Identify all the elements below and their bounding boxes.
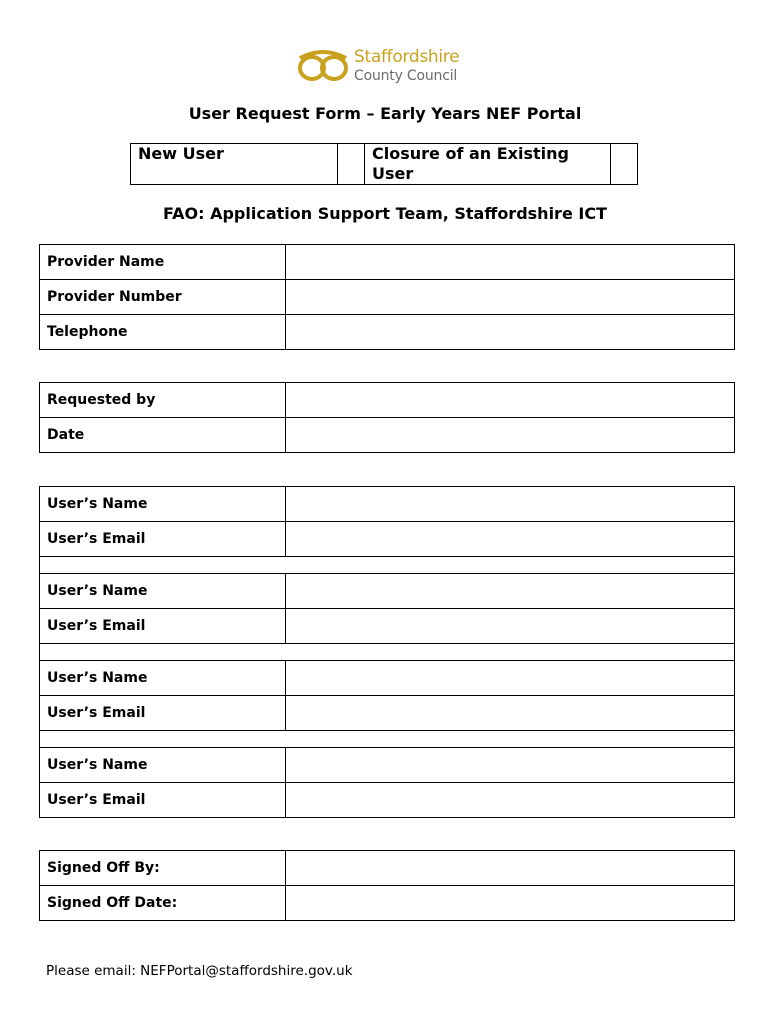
table-row — [40, 280, 735, 315]
signed-off-by-field[interactable] — [286, 851, 735, 886]
signed-off-by-label: Signed Off By: — [40, 851, 286, 886]
table-row — [40, 315, 735, 350]
telephone-field[interactable] — [286, 315, 735, 350]
table-row — [40, 522, 735, 557]
table-row — [40, 609, 735, 644]
footer-email-text: Please email: NEFPortal@staffordshire.gov.uk — [46, 963, 353, 979]
spacer-row — [40, 644, 735, 661]
table-row — [40, 783, 735, 818]
logo-line-1: Staffordshire — [354, 47, 460, 67]
table-row — [40, 574, 735, 609]
requested-by-field[interactable] — [286, 383, 735, 418]
user-email-label: User’s Email — [40, 783, 286, 818]
spacer-cell — [40, 557, 735, 574]
provider-number-field[interactable] — [286, 280, 735, 315]
new-user-label: New User — [131, 144, 338, 185]
provider-name-label: Provider Name — [40, 245, 286, 280]
users-table — [39, 486, 735, 818]
user-email-label: User’s Email — [40, 522, 286, 557]
signoff-table — [39, 850, 735, 921]
user-email-label: User’s Email — [40, 696, 286, 731]
spacer-cell — [40, 731, 735, 748]
telephone-label: Telephone — [40, 315, 286, 350]
user-name-field[interactable] — [286, 661, 735, 696]
user-email-field[interactable] — [286, 522, 735, 557]
user-name-field[interactable] — [286, 748, 735, 783]
user-name-label: User’s Name — [40, 661, 286, 696]
table-row — [40, 886, 735, 921]
logo — [296, 44, 476, 88]
spacer-cell — [40, 644, 735, 661]
table-row — [40, 748, 735, 783]
table-row — [40, 418, 735, 453]
form-title: User Request Form – Early Years NEF Portal — [188, 104, 582, 123]
staffordshire-knot-icon — [296, 50, 354, 84]
provider-number-label: Provider Number — [40, 280, 286, 315]
date-field[interactable] — [286, 418, 735, 453]
table-row — [40, 661, 735, 696]
signed-off-date-field[interactable] — [286, 886, 735, 921]
user-name-label: User’s Name — [40, 748, 286, 783]
request-table — [39, 382, 735, 453]
table-row — [40, 487, 735, 522]
user-email-label: User’s Email — [40, 609, 286, 644]
closure-label: Closure of an Existing User — [365, 144, 611, 185]
request-type-table — [130, 143, 638, 185]
user-name-label: User’s Name — [40, 487, 286, 522]
provider-table — [39, 244, 735, 350]
requested-by-label: Requested by — [40, 383, 286, 418]
fao-line: FAO: Application Support Team, Staffordshire ICT — [163, 204, 607, 223]
new-user-checkbox[interactable] — [338, 144, 365, 185]
user-email-field[interactable] — [286, 696, 735, 731]
spacer-row — [40, 731, 735, 748]
user-email-field[interactable] — [286, 609, 735, 644]
user-name-field[interactable] — [286, 487, 735, 522]
spacer-row — [40, 557, 735, 574]
user-name-field[interactable] — [286, 574, 735, 609]
provider-name-field[interactable] — [286, 245, 735, 280]
logo-line-2: County Council — [354, 68, 458, 84]
table-row — [40, 383, 735, 418]
closure-checkbox[interactable] — [611, 144, 638, 185]
user-name-label: User’s Name — [40, 574, 286, 609]
table-row — [40, 851, 735, 886]
signed-off-date-label: Signed Off Date: — [40, 886, 286, 921]
table-row — [40, 245, 735, 280]
user-email-field[interactable] — [286, 783, 735, 818]
table-row — [40, 696, 735, 731]
date-label: Date — [40, 418, 286, 453]
